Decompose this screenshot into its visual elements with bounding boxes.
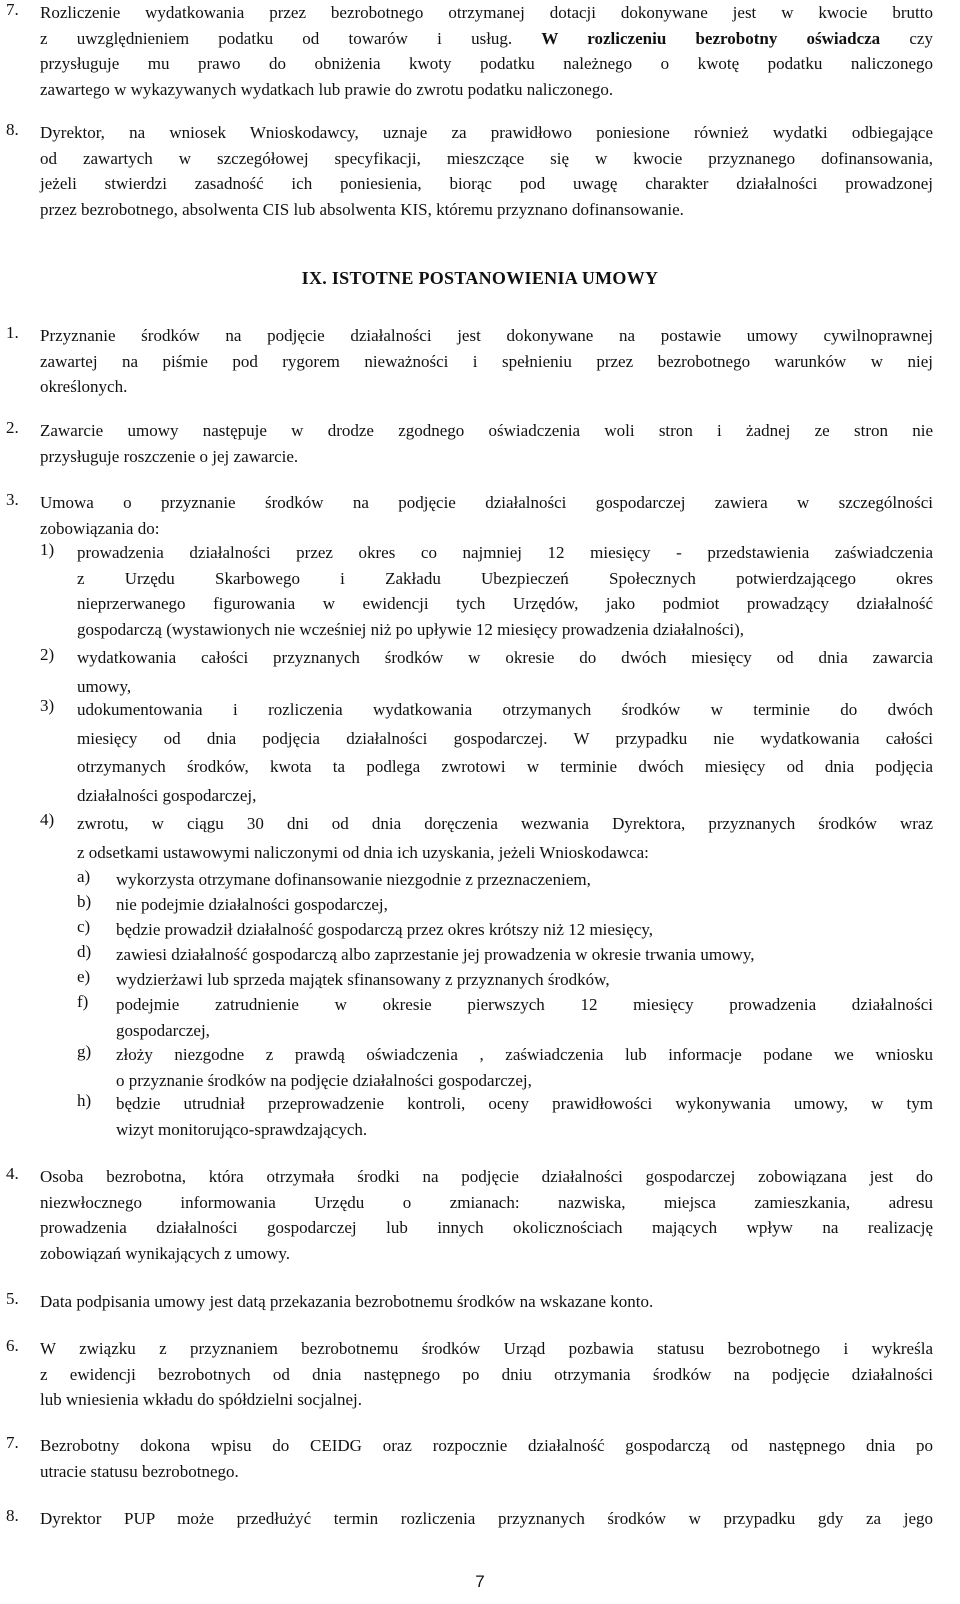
text-line: przez bezrobotnego, absolwenta CIS lub absolwenta KIS, któremu przyznano dofinansowanie. [40,199,684,219]
letter-number: g) [77,1042,92,1061]
text-line: Dyrektor, na wniosek Wnioskodawcy, uznaje za prawidłowo poniesione również wydatki odbiegające [40,123,933,142]
paragraph-item-1 [40,323,933,400]
text-line: określonych. [40,377,128,397]
text-line: o przyznanie środków na podjęcie działalności gospodarczej, [116,1070,532,1090]
text-line: Dyrektor PUP może przedłużyć termin rozliczenia przyznanych środków w przypadku gdy za jego [40,1509,933,1528]
text-line: zobowiązań wynikających z umowy. [40,1243,291,1263]
item-number: 8. [6,1506,19,1525]
text-line: Umowa o przyznanie środków na podjęcie działalności gospodarczej zawiera w szczególności [40,493,933,512]
text-line: Rozliczenie wydatkowania przez bezrobotnego otrzymanej dotacji dokonywane jest w kwocie brutto [40,3,933,22]
text-line: lub wniesienia wkładu do spółdzielni socjalnej. [40,1390,362,1410]
text-line: nie podejmie działalności gospodarczej, [116,895,388,914]
text-line-mixed [40,26,933,52]
text-line: przysługuje roszczenie o jej zawarcie. [40,446,299,466]
paragraph-item-7-top [40,0,933,102]
text-line: gospodarczej, [116,1020,210,1040]
text-line: będzie utrudniał przeprowadzenie kontroli, oceny prawidłowości wykonywania umowy, w tym [116,1094,933,1113]
text-span: czy [880,28,933,48]
letter-item-b [116,892,933,918]
item-number: 6. [6,1336,19,1355]
text-line: z Urzędu Skarbowego i Zakładu Ubezpieczeń Społecznych potwierdzającego okres [77,568,933,588]
page-number: 7 [475,1572,485,1591]
letter-item-c [116,917,933,943]
item-number: 8. [6,120,19,139]
item-number: 2. [6,418,19,437]
text-line: Data podpisania umowy jest datą przekazania bezrobotnemu środków na wskazane konto. [40,1292,654,1311]
subitem-3 [77,696,933,810]
item-number: 7. [6,1433,19,1452]
letter-number: e) [77,967,91,986]
bold-text: W rozliczeniu bezrobotny oświadcza [541,28,881,48]
text-line: Przyznanie środków na podjęcie działalności jest dokonywane na postawie umowy cywilnoprawnej [40,326,933,345]
letter-number: b) [77,892,92,911]
paragraph-item-8-top [40,120,933,222]
text-line: Zawarcie umowy następuje w drodze zgodnego oświadczenia woli stron i żadnej ze stron nie [40,421,933,440]
item-number: 1. [6,323,19,342]
text-line: złoży niezgodne z prawdą oświadczenia , zaświadczenia lub informacje podane we wniosku [116,1045,933,1064]
paragraph-item-2 [40,418,933,469]
text-line: zawartego w wykazywanych wydatkach lub prawie do zwrotu podatku naliczonego. [40,79,614,99]
text-line: będzie prowadził działalność gospodarczą przez okres krótszy niż 12 miesięcy, [116,920,654,939]
paragraph-item-7 [40,1433,933,1484]
text-line: z odsetkami ustawowymi naliczonymi od dnia ich uzyskania, jeżeli Wnioskodawca: [77,842,649,862]
text-line: działalności gospodarczej, [77,785,257,805]
text-line: podejmie zatrudnienie w okresie pierwszych 12 miesięcy prowadzenia działalności [116,995,933,1014]
letter-number: a) [77,867,91,886]
text-line: zawiesi działalność gospodarczą albo zaprzestanie jej prowadzenia w okresie trwania umowy, [116,945,755,964]
text-line: wydzierżawi lub sprzeda majątek sfinansowany z przyznanych środków, [116,970,610,989]
text-line: wydatkowania całości przyznanych środków w okresie do dwóch miesięcy od dnia zawarcia [77,648,933,667]
letter-number: d) [77,942,92,961]
subitem-1 [77,540,933,642]
text-line: utracie statusu bezrobotnego. [40,1461,239,1481]
text-line: miesięcy od dnia podjęcia działalności gospodarczej. W przypadku nie wydatkowania całości [77,728,933,748]
item-number: 3. [6,490,19,509]
text-span: z uwzględnieniem podatku od towarów i usług. [40,28,542,48]
text-line: jeżeli stwierdzi zasadność ich poniesienia, biorąc pod uwagę charakter działalności prowadzonej [40,174,933,194]
letter-item-e [116,967,933,993]
subitem-2 [77,645,933,699]
text-line: prowadzenia działalności gospodarczej lub innych okolicznościach mających wpływ na realizację [40,1218,933,1238]
text-line: niezwłocznego informowania Urzędu o zmianach: nazwiska, miejsca zamieszkania, adresu [40,1192,933,1212]
subitem-number: 1) [40,540,55,559]
letter-item-d [116,942,933,968]
text-line: prowadzenia działalności przez okres co najmniej 12 miesięcy - przedstawienia zaświadczenia [77,543,933,562]
subitem-number: 4) [40,810,55,829]
text-line: wykorzysta otrzymane dofinansowanie niezgodnie z przeznaczeniem, [116,870,591,889]
letter-item-g [116,1042,933,1093]
text-line: nieprzerwanego figurowania w ewidencji tych Urzędów, jako podmiot prowadzący działalność [77,594,933,614]
text-line: otrzymanych środków, kwota ta podlega zwrotowi w terminie dwóch miesięcy od dnia podjęcia [77,757,933,776]
subitem-number: 3) [40,696,55,715]
subitem-number: 2) [40,645,55,664]
text-line: od zawartych w szczegółowej specyfikacji, mieszczące się w kwocie przyznanego dofinansowania, [40,148,933,168]
text-line: W związku z przyznaniem bezrobotnemu środków Urząd pozbawia statusu bezrobotnego i wykreśla [40,1339,933,1358]
paragraph-item-4 [40,1164,933,1266]
text-line: przysługuje mu prawo do obniżenia kwoty podatku należnego o kwotę podatku naliczonego [40,54,933,74]
text-line: udokumentowania i rozliczenia wydatkowania otrzymanych środków w terminie do dwóch [77,700,933,719]
paragraph-item-6 [40,1336,933,1413]
paragraph-item-5 [40,1289,933,1315]
text-line: gospodarczą (wystawionych nie wcześniej niż po upływie 12 miesięcy prowadzenia działalności), [77,619,745,639]
paragraph-item-3 [40,490,933,541]
item-number: 5. [6,1289,19,1308]
text-line: z ewidencji bezrobotnych od dnia następnego po dniu otrzymania środków na podjęcie działalności [40,1364,933,1384]
subitem-4 [77,810,933,867]
item-number: 7. [6,0,19,19]
letter-number: f) [77,992,89,1011]
text-line: Bezrobotny dokona wpisu do CEIDG oraz rozpocznie działalność gospodarczą od następnego dnia po [40,1436,933,1455]
letter-number: h) [77,1091,92,1110]
text-line: zwrotu, w ciągu 30 dni od dnia doręczenia wezwania Dyrektora, przyznanych środków wraz [77,814,933,833]
letter-item-f [116,992,933,1043]
letter-number: c) [77,917,91,936]
text-line: Osoba bezrobotna, która otrzymała środki na podjęcie działalności gospodarczej zobowiązana jest do [40,1167,933,1186]
section-heading: IX. ISTOTNE POSTANOWIENIA UMOWY [301,268,659,288]
paragraph-item-8 [40,1506,933,1532]
text-line: zawartej na piśmie pod rygorem nieważności i spełnieniu przez bezrobotnego warunków w niej [40,351,933,371]
letter-item-a [116,867,933,893]
text-line: wizyt monitorująco-sprawdzających. [116,1119,368,1139]
text-line: umowy, [77,676,132,696]
letter-item-h [116,1091,933,1142]
text-line: zobowiązania do: [40,518,160,538]
item-number: 4. [6,1164,19,1183]
